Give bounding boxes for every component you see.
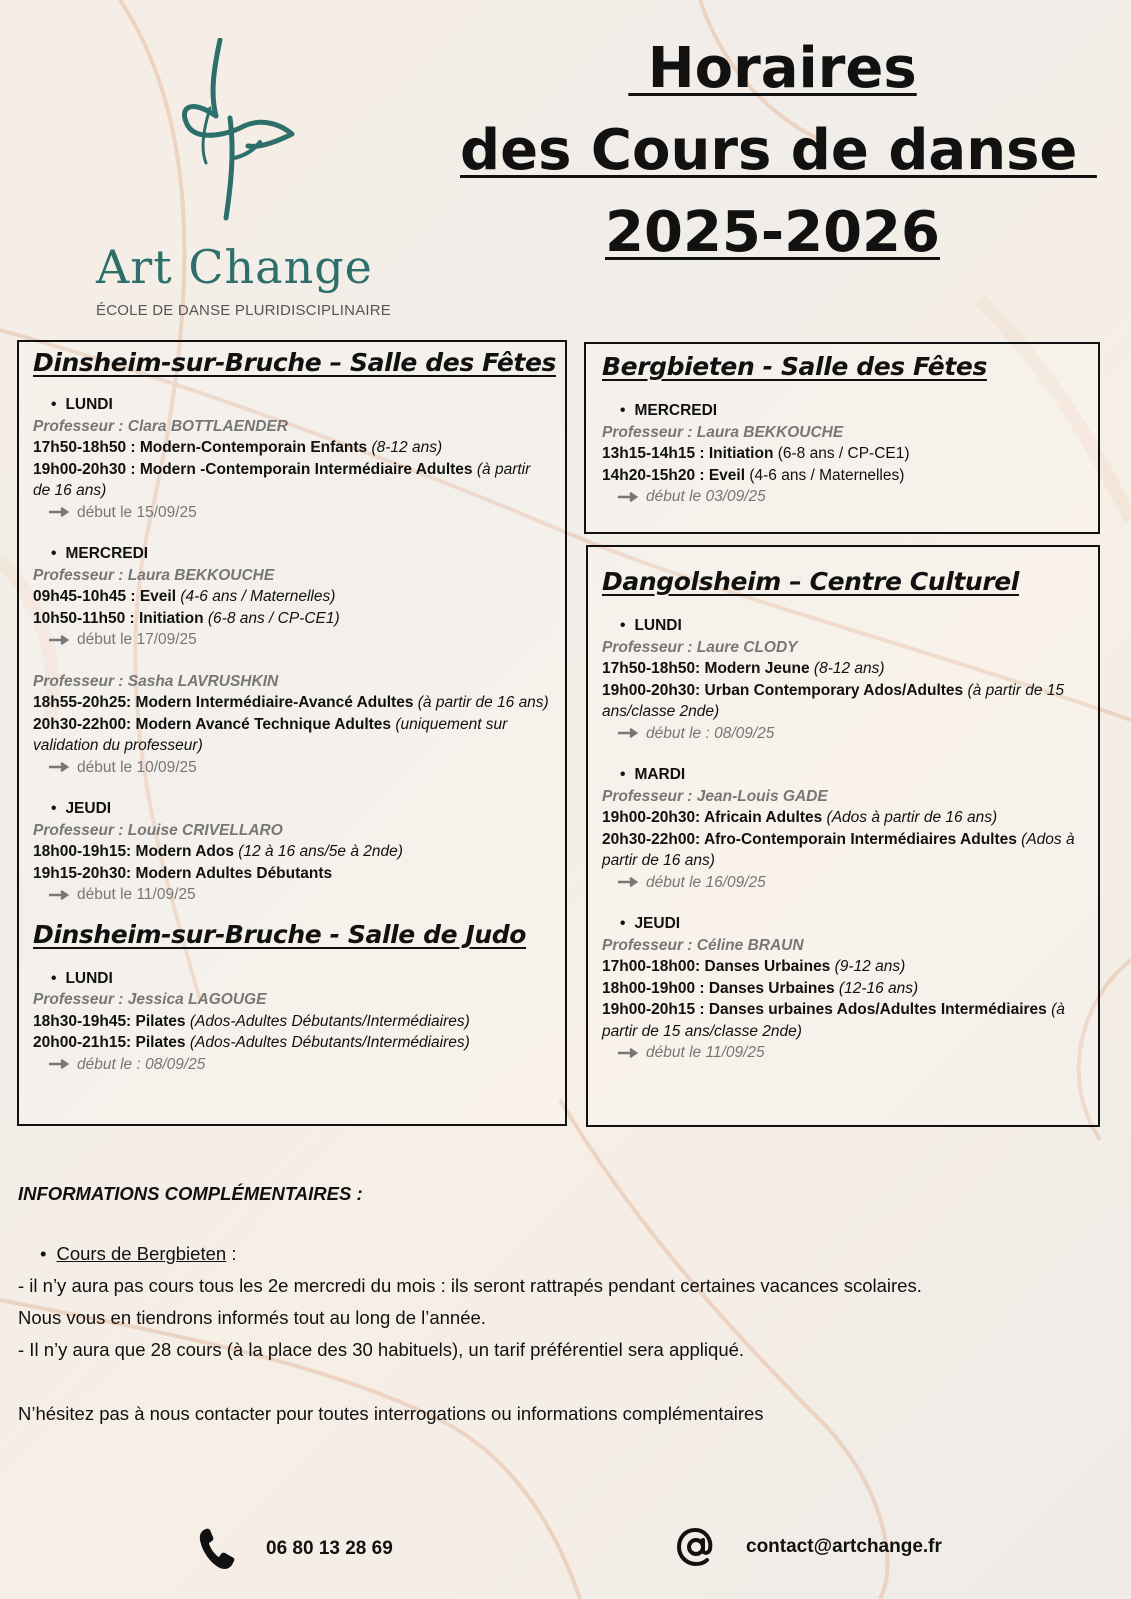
logo-subtitle: ÉCOLE DE DANSE PLURIDISCIPLINAIRE [96,302,392,319]
logo [90,38,390,328]
additional-information [18,1178,1108,1430]
arrow-right-icon [49,1059,71,1069]
course-line: 19h00-20h15 : Danses urbaines Ados/Adultes Intermédiaires (à partir de 15 ans/classe 2nde) [602,1001,1065,1040]
course-line: 19h00-20h30: Urban Contemporary Ados/Adultes (à partir de 15 ans/classe 2nde) [602,681,1064,720]
teacher-label: Professeur : Sasha LAVRUSHKIN [33,672,279,690]
start-date: début le 17/09/25 [33,629,551,651]
course-line: 20h00-21h15: Pilates (Ados-Adultes Débutants/Intermédiaires) [33,1034,470,1051]
phone-number[interactable]: 06 80 13 28 69 [266,1538,393,1559]
course-line: 17h50-18h50 : Modern-Contemporain Enfants (8-12 ans) [33,439,443,456]
course-line: 18h00-19h00 : Danses Urbaines (12-16 ans) [602,979,919,997]
course-line: 17h50-18h50: Modern Jeune (8-12 ans) [602,660,885,677]
start-date: début le 15/09/25 [33,502,551,524]
contact-invitation: N’hésitez pas à nous contacter pour toutes interrogations ou informations complémentaires [18,1403,764,1424]
course-line: 18h30-19h45: Pilates (Ados-Adultes Débutants/Intermédiaires) [33,1012,470,1030]
course-line: 19h15-20h30: Modern Adultes Débutants [33,864,333,882]
dancer-logo-icon [170,38,310,238]
start-date: début le 10/09/25 [33,757,551,779]
infos-line: - il n’y aura pas cours tous les 2e mercredi du mois : ils seront rattrapés pendant certaines vacances scolaires. [18,1275,922,1296]
day-label: • MERCREDI [33,543,551,565]
schedule-section [602,615,1084,744]
teacher-label: Professeur : Clara BOTTLAENDER [33,417,288,435]
teacher-label: Professeur : Laure CLODY [602,638,798,656]
teacher-label: Professeur : Laura BEKKOUCHE [33,566,275,584]
page-title [460,28,1097,274]
start-date: début le : 08/09/25 [33,1054,551,1076]
schedule-section [33,968,551,1076]
arrow-right-icon [49,507,71,517]
day-label: • MERCREDI [602,400,1082,422]
schedule-section [33,394,551,523]
at-icon [676,1527,716,1567]
venue-title: Dangolsheim – Centre Culturel [602,567,1019,596]
day-label: • LUNDI [33,394,551,416]
course-line: 18h55-20h25: Modern Intermédiaire-Avancé Adultes (à partir de 16 ans) [33,694,549,711]
course-line: 10h50-11h50 : Initiation (6-8 ans / CP-CE1) [33,609,340,627]
schedule-box-bergbieten [584,342,1100,534]
course-line: 20h30-22h00: Afro-Contemporain Intermédiaires Adultes (Ados à partir de 16 ans) [602,830,1075,869]
course-line: 19h00-20h30: Africain Adultes (Ados à partir de 16 ans) [602,809,998,826]
arrow-right-icon [618,877,640,887]
arrow-right-icon [618,492,640,502]
arrow-right-icon [618,1048,640,1058]
course-line: 17h00-18h00: Danses Urbaines (9-12 ans) [602,958,906,975]
title-line-2: des Cours de danse [460,118,1097,183]
day-label: • MARDI [602,764,1084,786]
title-line-3: 2025-2026 [605,200,940,265]
schedule-section [33,543,551,651]
teacher-label: Professeur : Laura BEKKOUCHE [602,423,844,441]
day-label: • LUNDI [33,968,551,990]
infos-bullet-label: Cours de Bergbieten [56,1243,227,1264]
course-line: 13h15-14h15 : Initiation (6-8 ans / CP-CE1) [602,445,910,462]
arrow-right-icon [49,890,71,900]
infos-bullet: • Cours de Bergbieten : [18,1238,1108,1270]
footer-phone[interactable] [198,1527,393,1571]
venue-title: Dinsheim-sur-Bruche – Salle des Fêtes [33,348,556,377]
schedule-section [33,671,551,779]
teacher-label: Professeur : Céline BRAUN [602,936,804,954]
arrow-right-icon [618,728,640,738]
infos-line: Nous vous en tiendrons informés tout au long de l’année. [18,1307,486,1328]
phone-icon [198,1527,236,1571]
footer-email[interactable] [676,1527,942,1567]
course-line: 14h20-15h20 : Eveil (4-6 ans / Maternelles) [602,466,905,484]
course-line: 18h00-19h15: Modern Ados (12 à 16 ans/5e à 2nde) [33,843,403,860]
schedule-section [602,400,1082,508]
schedule-box-dinsheim [17,340,567,1126]
schedule-section [602,913,1084,1064]
logo-name: Art Change [96,240,373,294]
schedule-section [602,764,1084,893]
course-line: 20h30-22h00: Modern Avancé Technique Adultes (uniquement sur validation du professeur) [33,715,508,754]
course-line: 19h00-20h30 : Modern -Contemporain Intermédiaire Adultes (à partir de 16 ans) [33,460,531,499]
start-date: début le : 08/09/25 [602,723,1084,745]
arrow-right-icon [49,635,71,645]
day-label: • JEUDI [33,798,551,820]
teacher-label: Professeur : Louise CRIVELLARO [33,821,283,839]
infos-line: - Il n’y aura que 28 cours (à la place des 30 habituels), un tarif préférentiel sera appliqué. [18,1339,745,1360]
start-date: début le 11/09/25 [602,1042,1084,1064]
teacher-label: Professeur : Jessica LAGOUGE [33,991,267,1008]
day-label: • JEUDI [602,913,1084,935]
infos-title: INFORMATIONS COMPLÉMENTAIRES : [18,1183,363,1204]
title-line-1: Horaires [628,36,917,101]
start-date: début le 16/09/25 [602,872,1084,894]
start-date: début le 11/09/25 [33,884,551,906]
start-date: début le 03/09/25 [602,486,1082,508]
teacher-label: Professeur : Jean-Louis GADE [602,787,828,805]
schedule-section [33,798,551,906]
arrow-right-icon [49,762,71,772]
schedule-box-dangolsheim [586,545,1100,1127]
day-label: • LUNDI [602,615,1084,637]
venue-title: Bergbieten - Salle des Fêtes [602,352,987,381]
course-line: 09h45-10h45 : Eveil (4-6 ans / Maternelles) [33,588,336,605]
email-address[interactable]: contact@artchange.fr [746,1536,942,1557]
venue-title: Dinsheim-sur-Bruche - Salle de Judo [33,919,527,949]
